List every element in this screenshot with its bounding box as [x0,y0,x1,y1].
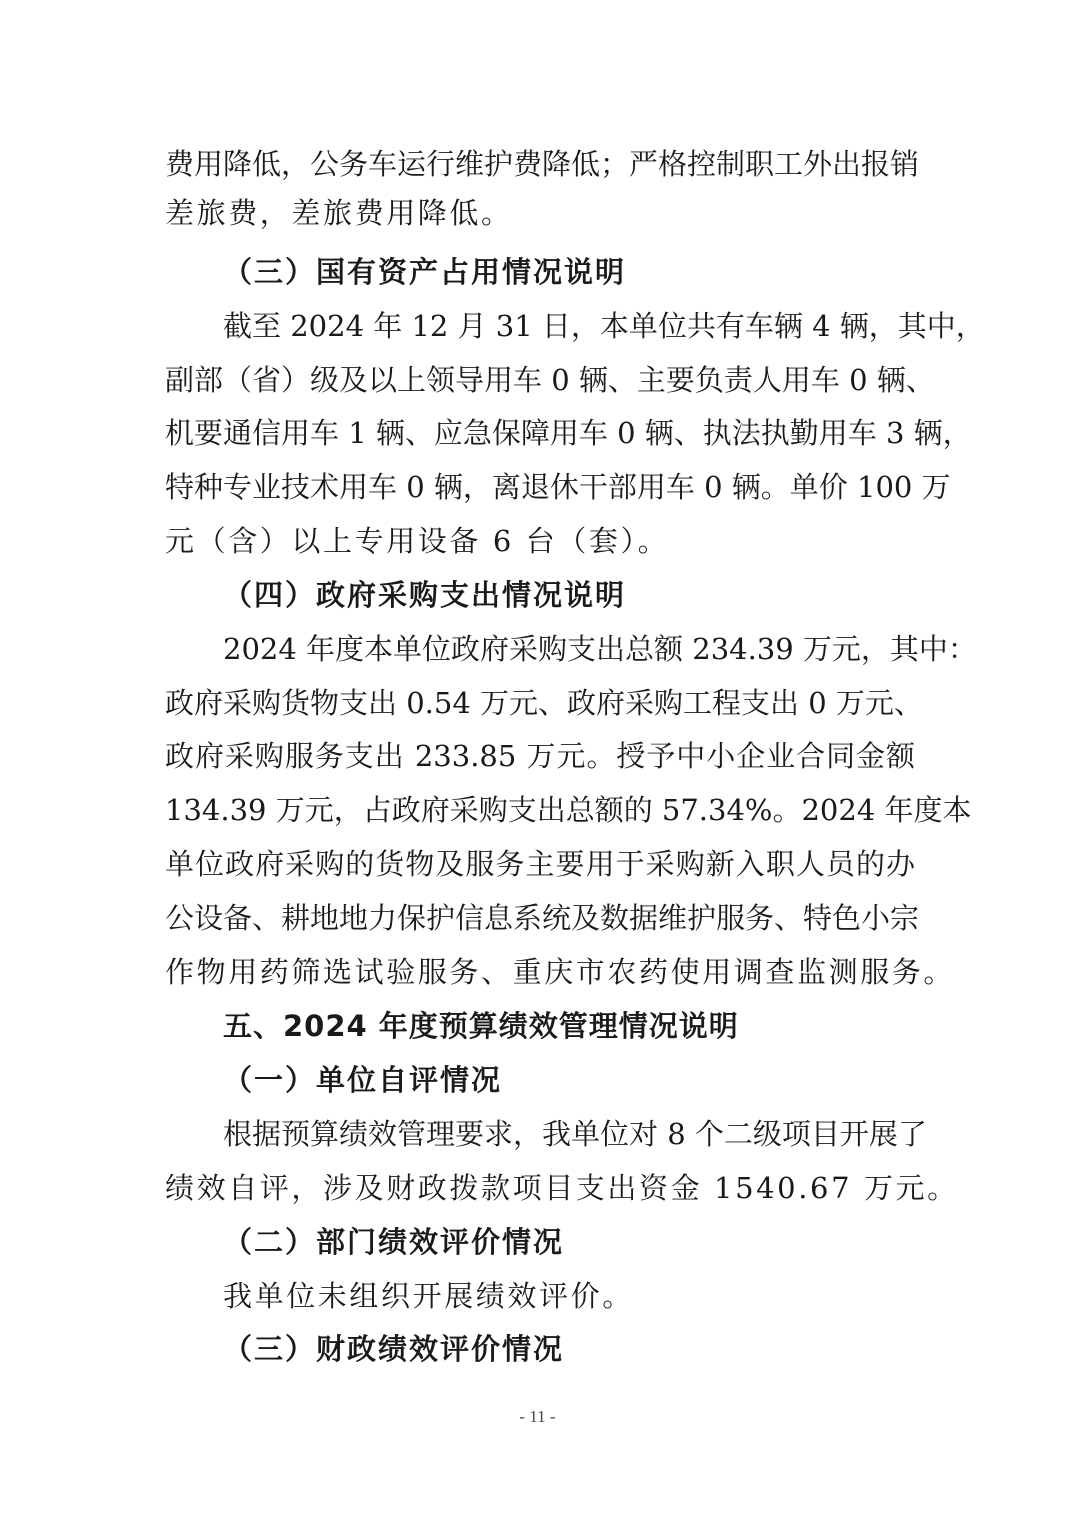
body-text-line: 截至 2024 年 12 月 31 日，本单位共有车辆 4 辆，其中， [223,309,985,343]
body-text-line: 元（含）以上专用设备 6 台（套）。 [165,524,670,558]
body-text-line: 政府采购服务支出 233.85 万元。授予中小企业合同金额 [165,739,915,773]
body-text-line: 机要通信用车 1 辆、应急保障用车 0 辆、执法执勤用车 3 辆， [165,416,972,450]
body-text-line: 政府采购货物支出 0.54 万元、政府采购工程支出 0 万元、 [165,686,923,720]
section-heading-assets: （三）国有资产占用情况说明 [223,255,627,289]
body-text-line: 费用降低，公务车运行维护费降低；严格控制职工外出报销 [165,147,920,181]
body-text-line: 单位政府采购的货物及服务主要用于采购新入职人员的办 [165,847,915,881]
body-text-line: 绩效自评，涉及财政拨款项目支出资金 1540.67 万元。 [165,1171,959,1205]
body-text-line: 作物用药筛选试验服务、重庆市农药使用调查监测服务。 [165,955,956,989]
section-heading-procurement: （四）政府采购支出情况说明 [223,578,627,612]
body-text-line: 公设备、耕地地力保护信息系统及数据维护服务、特色小宗 [165,901,920,935]
body-text-line: 根据预算绩效管理要求，我单位对 8 个二级项目开展了 [223,1117,927,1151]
body-text-line: 我单位未组织开展绩效评价。 [223,1279,634,1313]
body-text-line: 副部（省）级及以上领导用车 0 辆、主要负责人用车 0 辆、 [165,363,935,397]
chapter-heading-performance: 五、2024 年度预算绩效管理情况说明 [223,1009,739,1043]
body-text-line: 差旅费，差旅费用降低。 [165,196,513,230]
section-heading-department-evaluation: （二）部门绩效评价情况 [223,1225,565,1259]
section-heading-fiscal-evaluation: （三）财政绩效评价情况 [223,1332,565,1366]
section-heading-self-evaluation: （一）单位自评情况 [223,1063,503,1097]
body-text-line: 特种专业技术用车 0 辆，离退休干部用车 0 辆。单价 100 万 [165,470,951,504]
body-text-line: 2024 年度本单位政府采购支出总额 234.39 万元，其中： [223,632,977,666]
body-text-line: 134.39 万元，占政府采购支出总额的 57.34%。2024 年度本 [165,793,972,827]
page-number: - 11 - [519,1407,556,1426]
